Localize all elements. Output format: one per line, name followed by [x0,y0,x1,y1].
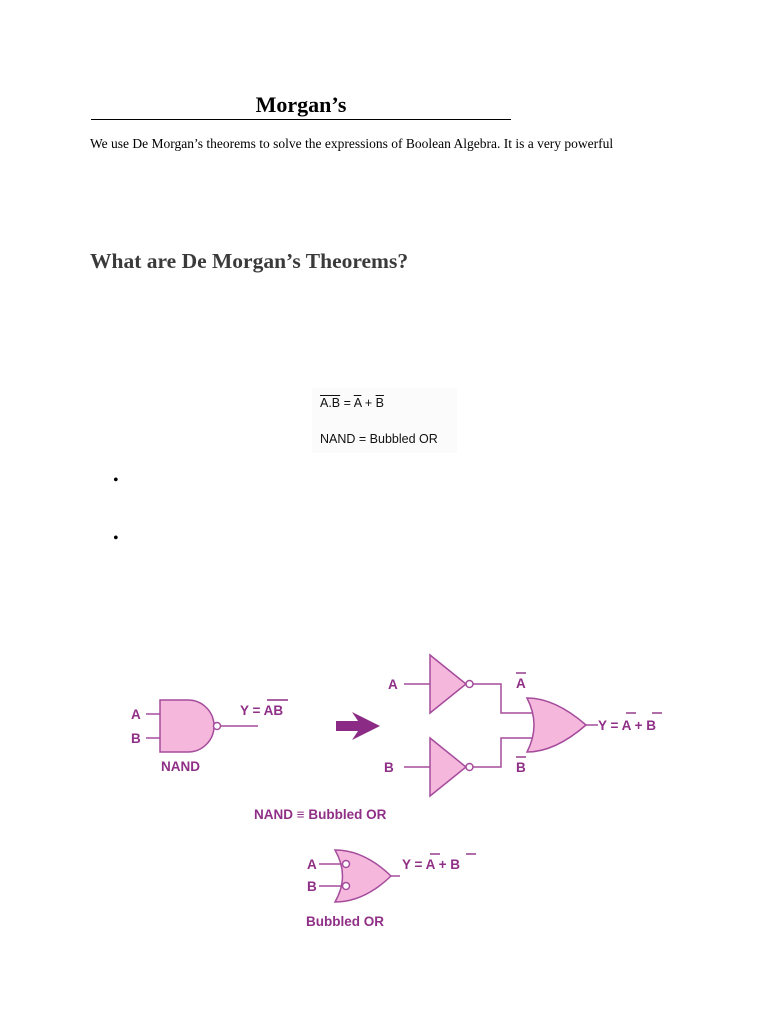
formula-equals: = [340,396,354,410]
or-output-prefix: Y = [598,718,622,733]
nand-output-prefix: Y = [240,703,264,718]
inverter-b [430,738,466,796]
or-output-b: B [646,718,657,733]
bubbled-or-gate-label: Bubbled OR [306,914,384,929]
or-output-plus: + [630,718,647,733]
or-gate [527,698,586,752]
bubbled-or-output-prefix: Y = [402,857,426,872]
formula-lhs: A.B [320,396,341,410]
bubbled-or-output-a: A [425,857,435,872]
inverter-b-input-label: B [384,760,394,775]
formula-line-2: NAND = Bubbled OR [320,432,438,446]
not-a-label: A [516,676,526,691]
nand-bubble [214,723,221,730]
nand-gate [160,700,214,752]
formula-plus: + [361,396,376,410]
inverter-a-input-label: A [388,677,398,692]
formula-rhs-a: $\overline{A}$ [353,396,362,410]
or-output-label [598,718,656,733]
section-heading: What are De Morgan’s Theorems? [90,249,409,273]
nand-input-b-label: B [131,731,141,746]
bubbled-or-output-label [402,857,460,872]
formula-rhs-b: $\overline{B}$ [375,396,384,410]
equivalence-label: NAND ≡ Bubbled OR [254,807,387,822]
or-output-a: A [621,718,631,733]
intro-paragraph: We use De Morgan’s theorems to solve the expressions of Boolean Algebra. It is a very powerful [90,136,614,151]
bubbled-or-output-plus: + [434,857,451,872]
bubbled-or-bubble-b [343,883,350,890]
not-b-label: B [516,760,526,775]
nand-output-expr: AB [263,703,284,718]
arrow-icon [336,712,380,740]
bubbled-or-gate [335,850,391,902]
document-title: Morgan’s [255,92,347,117]
bubbled-or-input-a-label: A [307,857,317,872]
bubbled-or-output-b: B [450,857,461,872]
inverter-b-bubble [466,764,473,771]
bubbled-or-bubble-a [343,861,350,868]
inverter-a-bubble [466,681,473,688]
bullet-point: • [113,472,119,489]
nand-output-label [240,703,283,718]
bullet-point: • [113,530,119,547]
nand-input-a-label: A [131,707,141,722]
bubbled-or-input-b-label: B [307,879,317,894]
inverter-a [430,655,466,713]
nand-gate-label: NAND [161,759,200,774]
